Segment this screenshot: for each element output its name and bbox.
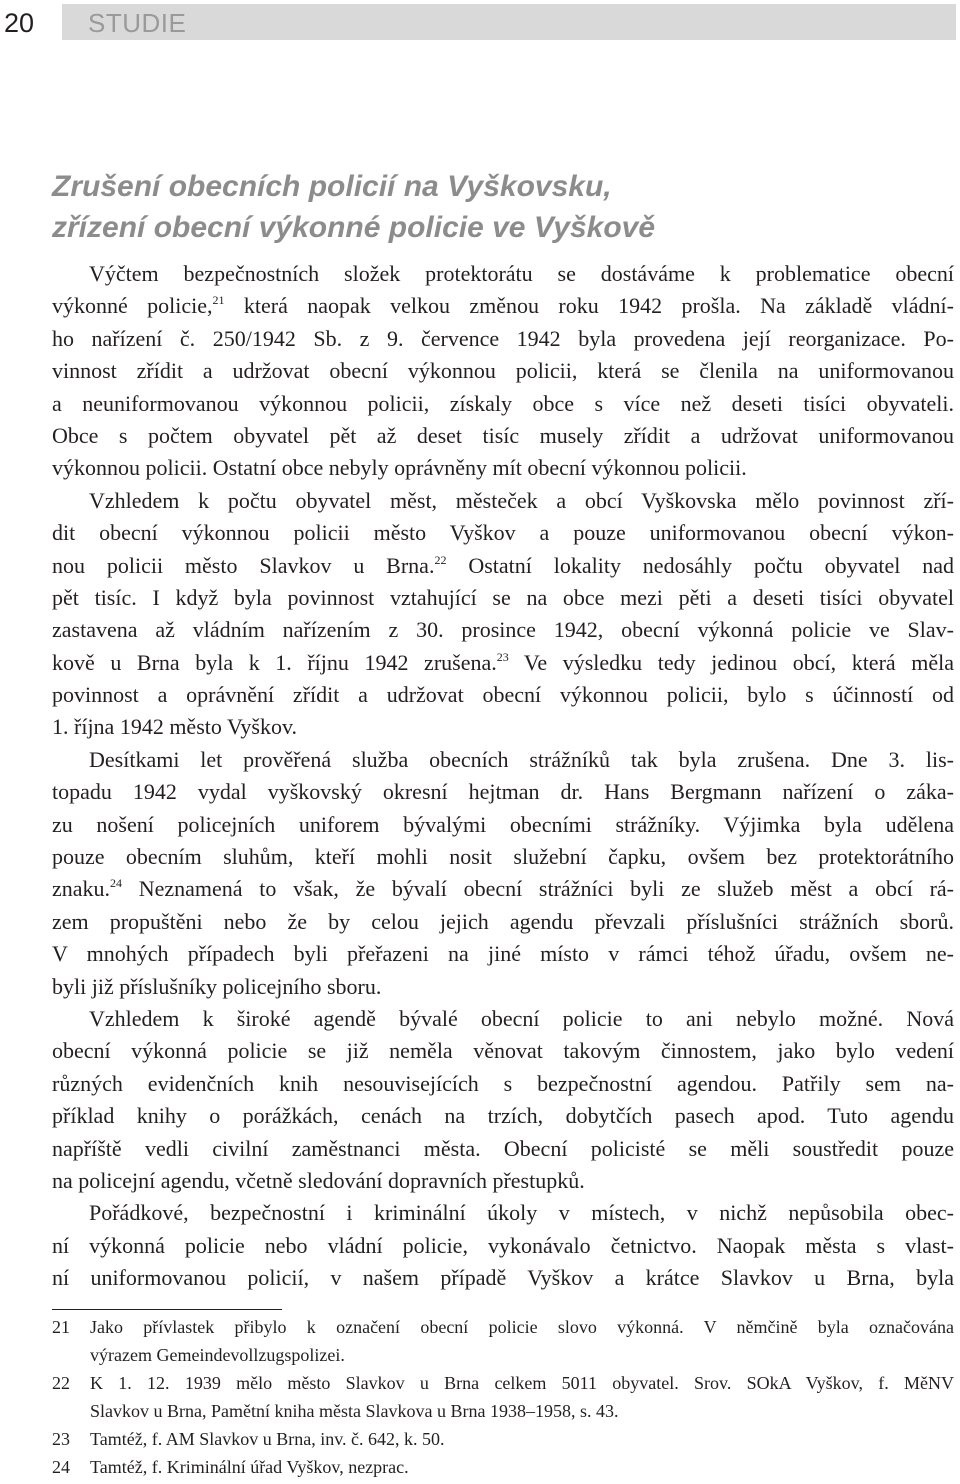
text-line: Vzhledem k počtu obyvatel měst, městeček a obcí Vyškovska mělo povinnost zří- <box>89 487 954 513</box>
text-line: ní uniformovanou policií, v našem případě Vyškov a krátce Slavkov u Brna, byla <box>52 1265 954 1291</box>
body-text <box>52 258 954 1295</box>
text-line: zu nošení policejních uniforem bývalými obecními strážníky. Výjimka byla udělena <box>52 811 954 837</box>
text-line: vinnost zřídit a udržovat obecní výkonnou policii, která se členila na uniformovanou <box>52 358 954 384</box>
text-line: na policejní agendu, včetně sledování dopravních přestupků. <box>52 1167 585 1193</box>
footnote-line: 22 K 1. 12. 1939 mělo město Slavkov u Brna celkem 5011 obyvatel. Srov. SOkA Vyškov, f. MěNV <box>52 1369 954 1397</box>
text-line: pět tisíc. I když byla povinnost vztahující se na obce mezi pěti a deseti tisíci obyvatel <box>52 584 954 610</box>
footnote-ref[interactable]: 22 <box>434 552 447 567</box>
text-line: napříště vedli civilní zaměstnanci města. Obecní policisté se měli soustředit pouze <box>52 1135 954 1161</box>
text-line: Desítkami let prověřená služba obecních strážníků tak byla zrušena. Dne 3. lis- <box>89 746 954 772</box>
text-line: Pořádkové, bezpečnostní i kriminální úkoly v místech, v nichž nepůsobila obec- <box>89 1200 954 1226</box>
footnote-ref[interactable]: 24 <box>110 876 123 891</box>
footnote-line: Slavkov u Brna, Pamětní kniha města Slavkova u Brna 1938–1958, s. 43. <box>90 1401 619 1421</box>
text-line: ní výkonná policie nebo vládní policie, vykonávalo četnictvo. Naopak města s vlast- <box>52 1232 954 1258</box>
text-line: obecní výkonná policie se již neměla věnovat takovým činnostem, jako bylo vedení <box>52 1038 954 1064</box>
text-line: zastavena až vládním nařízením z 30. prosince 1942, obecní výkonná policie ve Slav- <box>52 617 954 643</box>
text-line: pouze obecním sluhům, kteří mohli nosit služební čapku, ovšem bez protektorátního <box>52 844 954 870</box>
footnote-number: 24 <box>52 1457 70 1477</box>
text-line: 1. října 1942 město Vyškov. <box>52 714 298 740</box>
text-line: Vzhledem k široké agendě bývalé obecní policie to ani nebylo možné. Nová <box>89 1005 954 1031</box>
text-line: kově u Brna byla k 1. říjnu 1942 zrušena.$^{23}$ Ve výsledku tedy jedinou obcí, která měla <box>52 649 954 675</box>
text-line: výkonnou policii. Ostatní obce nebyly oprávněny mít obecní výkonnou policii. <box>52 455 747 481</box>
text-line: a neuniformovanou výkonnou policii, získaly obce s více než deseti tisíci obyvateli. <box>52 390 954 416</box>
text-line: V mnohých případech byli přeřazeni na jiné místo v rámci téhož úřadu, ovšem ne- <box>52 941 954 967</box>
text-line: povinnost a oprávnění zřídit a udržovat obecní výkonnou policii, bylo s účinností od <box>52 682 954 708</box>
text-line: zem propuštěni nebo že by celou jejich agendu převzali příslušníci strážních sborů. <box>52 908 954 934</box>
page-header <box>0 4 956 40</box>
footnotes <box>52 1313 954 1481</box>
text-line: příklad knihy o porážkách, cenách na trzích, dobytčích pasech apod. Tuto agendu <box>52 1103 954 1129</box>
footnote-number: 23 <box>52 1429 70 1449</box>
text-line: byli již příslušníky policejního sboru. <box>52 973 382 999</box>
section-label: STUDIE <box>88 8 187 38</box>
footnote-rule <box>52 1309 282 1310</box>
footnote-line: výrazem Gemeindevollzugspolizei. <box>90 1345 345 1365</box>
footnote-line: 21 Jako přívlastek přibylo k označení obecní policie slovo výkonná. V němčině byla označována <box>52 1313 954 1341</box>
footnote-ref[interactable]: 21 <box>212 293 225 308</box>
title-line: Zrušení obecních policií na Vyškovsku, <box>52 170 612 203</box>
footnote-line: 24 Tamtéž, f. Kriminální úřad Vyškov, nezprac. <box>52 1453 954 1481</box>
text-line: ho nařízení č. 250/1942 Sb. z 9. července 1942 byla provedena její reorganizace. Po- <box>52 325 954 351</box>
text-line: znaku.$^{24}$ Neznamená to však, že bývalí obecní strážníci byli ze služeb měst a obcí rá- <box>52 876 954 902</box>
text-line: různých evidenčních knih nesouvisejících s bezpečnostní agendou. Patřily sem na- <box>52 1070 954 1096</box>
text-line: nou policii město Slavkov u Brna.$^{22}$ Ostatní lokality nedosáhly počtu obyvatel nad <box>52 552 954 578</box>
text-line: výkonné policie,$^{21}$ která naopak velkou změnou roku 1942 prošla. Na základě vládní- <box>52 293 954 319</box>
footnote-ref[interactable]: 23 <box>496 649 509 664</box>
text-line: Výčtem bezpečnostních složek protektorátu se dostáváme k problematice obecní <box>89 261 954 286</box>
page-number: 20 <box>0 4 62 40</box>
text-line: topadu 1942 vydal vyškovský okresní hejtman dr. Hans Bergmann nařízení o záka- <box>52 779 954 805</box>
text-line: dit obecní výkonnou policii město Vyškov a pouze uniformovanou obecní výkon- <box>52 520 954 546</box>
footnote-line: 23 Tamtéž, f. AM Slavkov u Brna, inv. č. 642, k. 50. <box>52 1425 954 1453</box>
title-line: zřízení obecní výkonné policie ve Vyškově <box>52 211 656 244</box>
footnote-number: 22 <box>52 1373 70 1393</box>
text-line: Obce s počtem obyvatel pět až deset tisíc musely zřídit a udržovat uniformovanou <box>52 422 954 448</box>
footnote-number: 21 <box>52 1317 70 1337</box>
section-title <box>52 166 932 248</box>
